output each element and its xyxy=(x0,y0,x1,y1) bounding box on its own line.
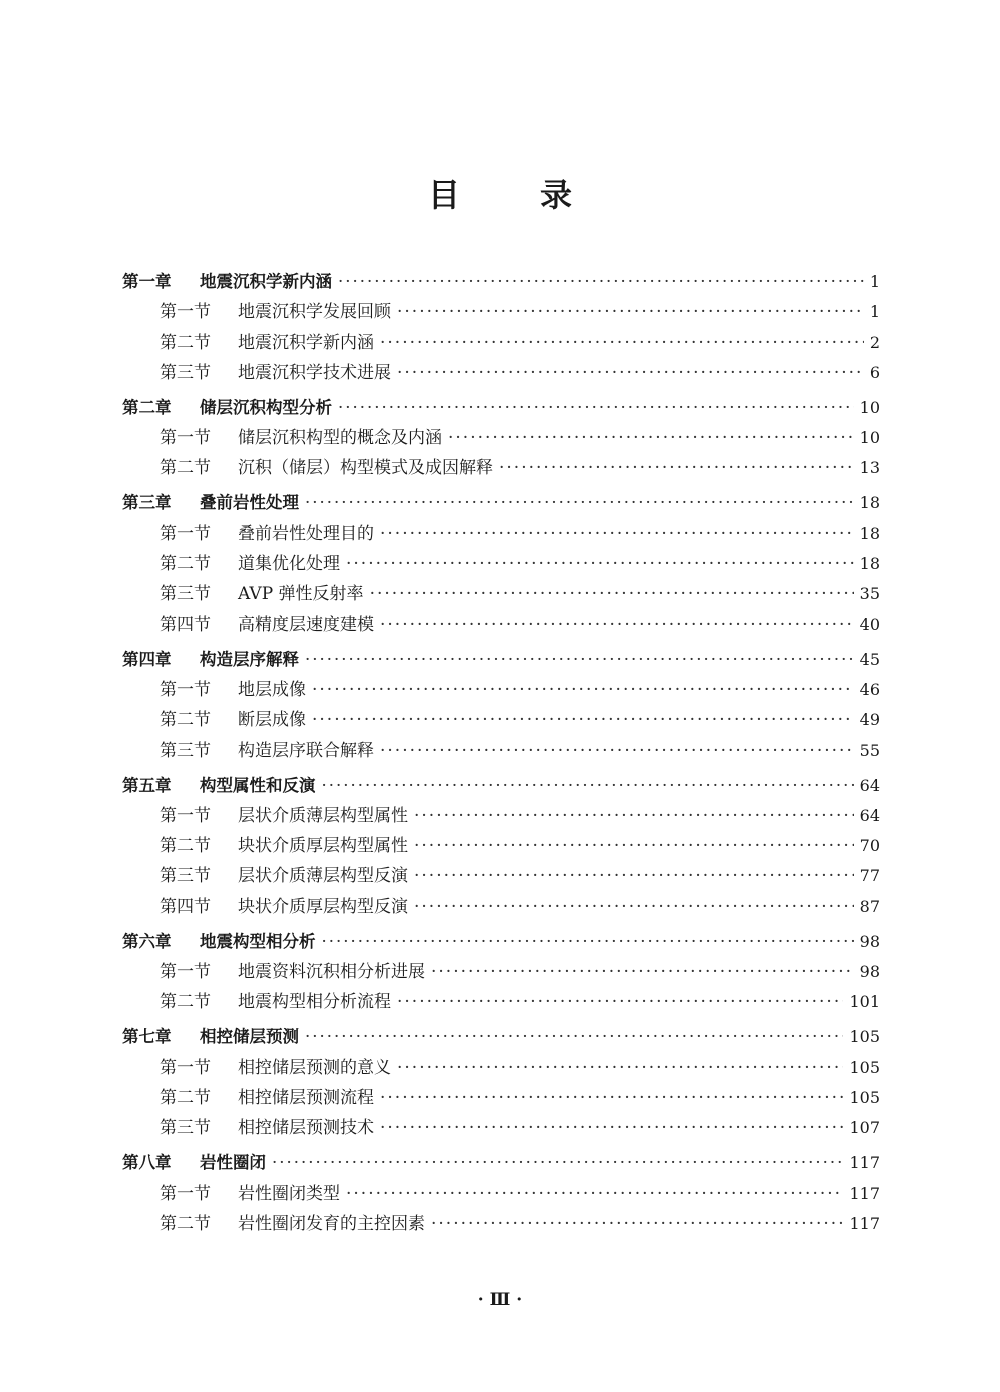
section-page-number: 10 xyxy=(859,428,880,448)
chapter-number: 第七章 xyxy=(122,1027,172,1047)
section-title: 道集优化处理 xyxy=(238,554,340,575)
section-page-number: 101 xyxy=(849,992,880,1012)
dot-leader xyxy=(431,957,854,987)
section-number: 第二节 xyxy=(160,836,211,857)
toc-section-entry[interactable] xyxy=(122,987,880,1017)
section-page-number: 40 xyxy=(859,614,880,634)
dot-leader xyxy=(312,675,854,705)
section-page-number: 49 xyxy=(859,710,880,730)
dot-leader xyxy=(380,328,864,358)
section-title: 相控储层预测技术 xyxy=(238,1118,374,1139)
section-page-number: 1 xyxy=(869,302,880,322)
section-number: 第三节 xyxy=(160,740,211,761)
section-number: 第二节 xyxy=(160,992,211,1013)
section-title: 层状介质薄层构型反演 xyxy=(238,866,408,887)
toc-section-entry[interactable] xyxy=(122,705,880,735)
chapter-title: 相控储层预测 xyxy=(200,1027,299,1047)
chapter-title: 构造层序解释 xyxy=(200,649,299,669)
chapter-number: 第四章 xyxy=(122,649,172,669)
dot-leader xyxy=(305,1022,843,1052)
toc-section-entry[interactable] xyxy=(122,735,880,765)
toc-section-entry[interactable] xyxy=(122,861,880,891)
toc-section-entry[interactable] xyxy=(122,1178,880,1208)
chapter-title: 构型属性和反演 xyxy=(200,775,316,795)
section-number: 第三节 xyxy=(160,866,211,887)
section-number: 第一节 xyxy=(160,302,211,323)
section-page-number: 105 xyxy=(849,1087,880,1107)
toc-section-entry[interactable] xyxy=(122,549,880,579)
section-number: 第二节 xyxy=(160,458,211,479)
toc-chapter-entry[interactable] xyxy=(122,1017,880,1052)
toc-section-entry[interactable] xyxy=(122,675,880,705)
section-title: 地层成像 xyxy=(238,679,306,700)
dot-leader xyxy=(338,393,854,423)
dot-leader xyxy=(322,927,854,957)
section-title: 沉积（储层）构型模式及成因解释 xyxy=(238,458,493,479)
section-title: 地震构型相分析流程 xyxy=(238,992,391,1013)
toc-chapter-entry[interactable] xyxy=(122,640,880,675)
section-title: 相控储层预测流程 xyxy=(238,1087,374,1108)
section-title: 块状介质厚层构型属性 xyxy=(238,836,408,857)
chapter-number: 第三章 xyxy=(122,493,172,513)
toc-section-entry[interactable] xyxy=(122,1052,880,1082)
dot-leader xyxy=(380,1113,843,1143)
dot-leader xyxy=(448,423,854,453)
dot-leader xyxy=(380,1083,843,1113)
section-number: 第二节 xyxy=(160,1213,211,1234)
section-title: 地震沉积学发展回顾 xyxy=(238,302,391,323)
section-title: 构造层序联合解释 xyxy=(238,740,374,761)
section-page-number: 35 xyxy=(859,584,880,604)
toc-section-entry[interactable] xyxy=(122,831,880,861)
chapter-title: 地震构型相分析 xyxy=(200,931,316,951)
toc-section-entry[interactable] xyxy=(122,609,880,639)
section-number: 第一节 xyxy=(160,428,211,449)
toc-section-entry[interactable] xyxy=(122,957,880,987)
chapter-page-number: 105 xyxy=(849,1027,880,1047)
section-title: 岩性圈闭类型 xyxy=(238,1183,340,1204)
toc-section-entry[interactable] xyxy=(122,801,880,831)
toc-chapter-entry[interactable] xyxy=(122,922,880,957)
section-page-number: 2 xyxy=(869,332,880,352)
dot-leader xyxy=(305,645,854,675)
section-number: 第四节 xyxy=(160,896,211,917)
dot-leader xyxy=(380,736,854,766)
section-page-number: 70 xyxy=(859,836,880,856)
toc-section-entry[interactable] xyxy=(122,423,880,453)
section-page-number: 117 xyxy=(849,1213,880,1233)
dot-leader xyxy=(397,358,864,388)
chapter-page-number: 98 xyxy=(859,931,880,951)
section-title: AVP 弹性反射率 xyxy=(238,584,364,605)
dot-leader xyxy=(397,1053,843,1083)
section-number: 第一节 xyxy=(160,523,211,544)
section-title: 叠前岩性处理目的 xyxy=(238,523,374,544)
section-title: 储层沉积构型的概念及内涵 xyxy=(238,428,442,449)
section-page-number: 18 xyxy=(859,554,880,574)
section-title: 地震沉积学新内涵 xyxy=(238,332,374,353)
dot-leader xyxy=(346,549,854,579)
chapter-number: 第二章 xyxy=(122,397,172,417)
toc-section-entry[interactable] xyxy=(122,358,880,388)
dot-leader xyxy=(305,488,854,518)
dot-leader xyxy=(414,801,854,831)
section-page-number: 107 xyxy=(849,1118,880,1138)
section-title: 高精度层速度建模 xyxy=(238,614,374,635)
table-of-contents xyxy=(122,262,880,1239)
section-number: 第一节 xyxy=(160,679,211,700)
section-title: 相控储层预测的意义 xyxy=(238,1057,391,1078)
toc-chapter-entry[interactable] xyxy=(122,388,880,423)
section-page-number: 18 xyxy=(859,523,880,543)
chapter-page-number: 10 xyxy=(859,397,880,417)
toc-chapter-entry[interactable] xyxy=(122,766,880,801)
dot-leader xyxy=(499,453,854,483)
section-title: 地震沉积学技术进展 xyxy=(238,362,391,383)
toc-section-entry[interactable] xyxy=(122,1113,880,1143)
dot-leader xyxy=(370,579,854,609)
dot-leader xyxy=(414,892,854,922)
chapter-title: 岩性圈闭 xyxy=(200,1153,266,1173)
section-number: 第一节 xyxy=(160,962,211,983)
toc-section-entry[interactable] xyxy=(122,579,880,609)
section-number: 第二节 xyxy=(160,554,211,575)
dot-leader xyxy=(397,987,843,1017)
toc-section-entry[interactable] xyxy=(122,1083,880,1113)
dot-leader xyxy=(414,861,854,891)
chapter-title: 叠前岩性处理 xyxy=(200,493,299,513)
toc-section-entry[interactable] xyxy=(122,297,880,327)
toc-section-entry[interactable] xyxy=(122,518,880,548)
toc-chapter-entry[interactable] xyxy=(122,483,880,518)
section-title: 地震资料沉积相分析进展 xyxy=(238,962,425,983)
section-page-number: 77 xyxy=(859,866,880,886)
chapter-number: 第六章 xyxy=(122,931,172,951)
dot-leader xyxy=(414,831,854,861)
section-page-number: 6 xyxy=(869,362,880,382)
section-page-number: 13 xyxy=(859,458,880,478)
section-page-number: 117 xyxy=(849,1183,880,1203)
dot-leader xyxy=(380,519,854,549)
section-page-number: 105 xyxy=(849,1057,880,1077)
section-number: 第一节 xyxy=(160,805,211,826)
chapter-number: 第一章 xyxy=(122,272,172,291)
section-page-number: 46 xyxy=(859,679,880,699)
toc-section-entry[interactable] xyxy=(122,453,880,483)
dot-leader xyxy=(346,1179,843,1209)
chapter-page-number: 45 xyxy=(859,649,880,669)
chapter-page-number: 64 xyxy=(859,775,880,795)
section-number: 第三节 xyxy=(160,584,211,605)
toc-chapter-entry[interactable] xyxy=(122,1143,880,1178)
section-title: 层状介质薄层构型属性 xyxy=(238,805,408,826)
page-number-footer: · Ⅲ · xyxy=(477,1290,523,1310)
dot-leader xyxy=(338,267,864,297)
dot-leader xyxy=(380,610,854,640)
section-number: 第二节 xyxy=(160,1087,211,1108)
chapter-number: 第八章 xyxy=(122,1153,172,1173)
section-title: 岩性圈闭发育的主控因素 xyxy=(238,1213,425,1234)
section-page-number: 98 xyxy=(859,962,880,982)
dot-leader xyxy=(272,1148,843,1178)
chapter-title: 储层沉积构型分析 xyxy=(200,397,332,417)
page-title-char: 录 xyxy=(540,176,573,214)
dot-leader xyxy=(431,1209,843,1239)
section-number: 第三节 xyxy=(160,1118,211,1139)
section-title: 块状介质厚层构型反演 xyxy=(238,896,408,917)
dot-leader xyxy=(322,771,854,801)
section-title: 断层成像 xyxy=(238,710,306,731)
chapter-number: 第五章 xyxy=(122,775,172,795)
chapter-title: 地震沉积学新内涵 xyxy=(200,272,332,291)
toc-chapter-entry[interactable] xyxy=(122,262,880,297)
section-page-number: 87 xyxy=(859,896,880,916)
section-number: 第一节 xyxy=(160,1057,211,1078)
toc-section-entry[interactable] xyxy=(122,891,880,921)
section-number: 第一节 xyxy=(160,1183,211,1204)
toc-section-entry[interactable] xyxy=(122,1209,880,1239)
section-number: 第二节 xyxy=(160,710,211,731)
toc-section-entry[interactable] xyxy=(122,327,880,357)
dot-leader xyxy=(397,297,864,327)
section-page-number: 64 xyxy=(859,805,880,825)
dot-leader xyxy=(312,705,854,735)
chapter-page-number: 117 xyxy=(849,1153,880,1173)
page-title-char: 目 xyxy=(427,176,460,214)
section-page-number: 55 xyxy=(859,740,880,760)
chapter-page-number: 18 xyxy=(859,493,880,513)
section-number: 第三节 xyxy=(160,362,211,383)
section-number: 第二节 xyxy=(160,332,211,353)
chapter-page-number: 1 xyxy=(869,272,880,291)
section-number: 第四节 xyxy=(160,614,211,635)
page-title xyxy=(0,170,1000,216)
